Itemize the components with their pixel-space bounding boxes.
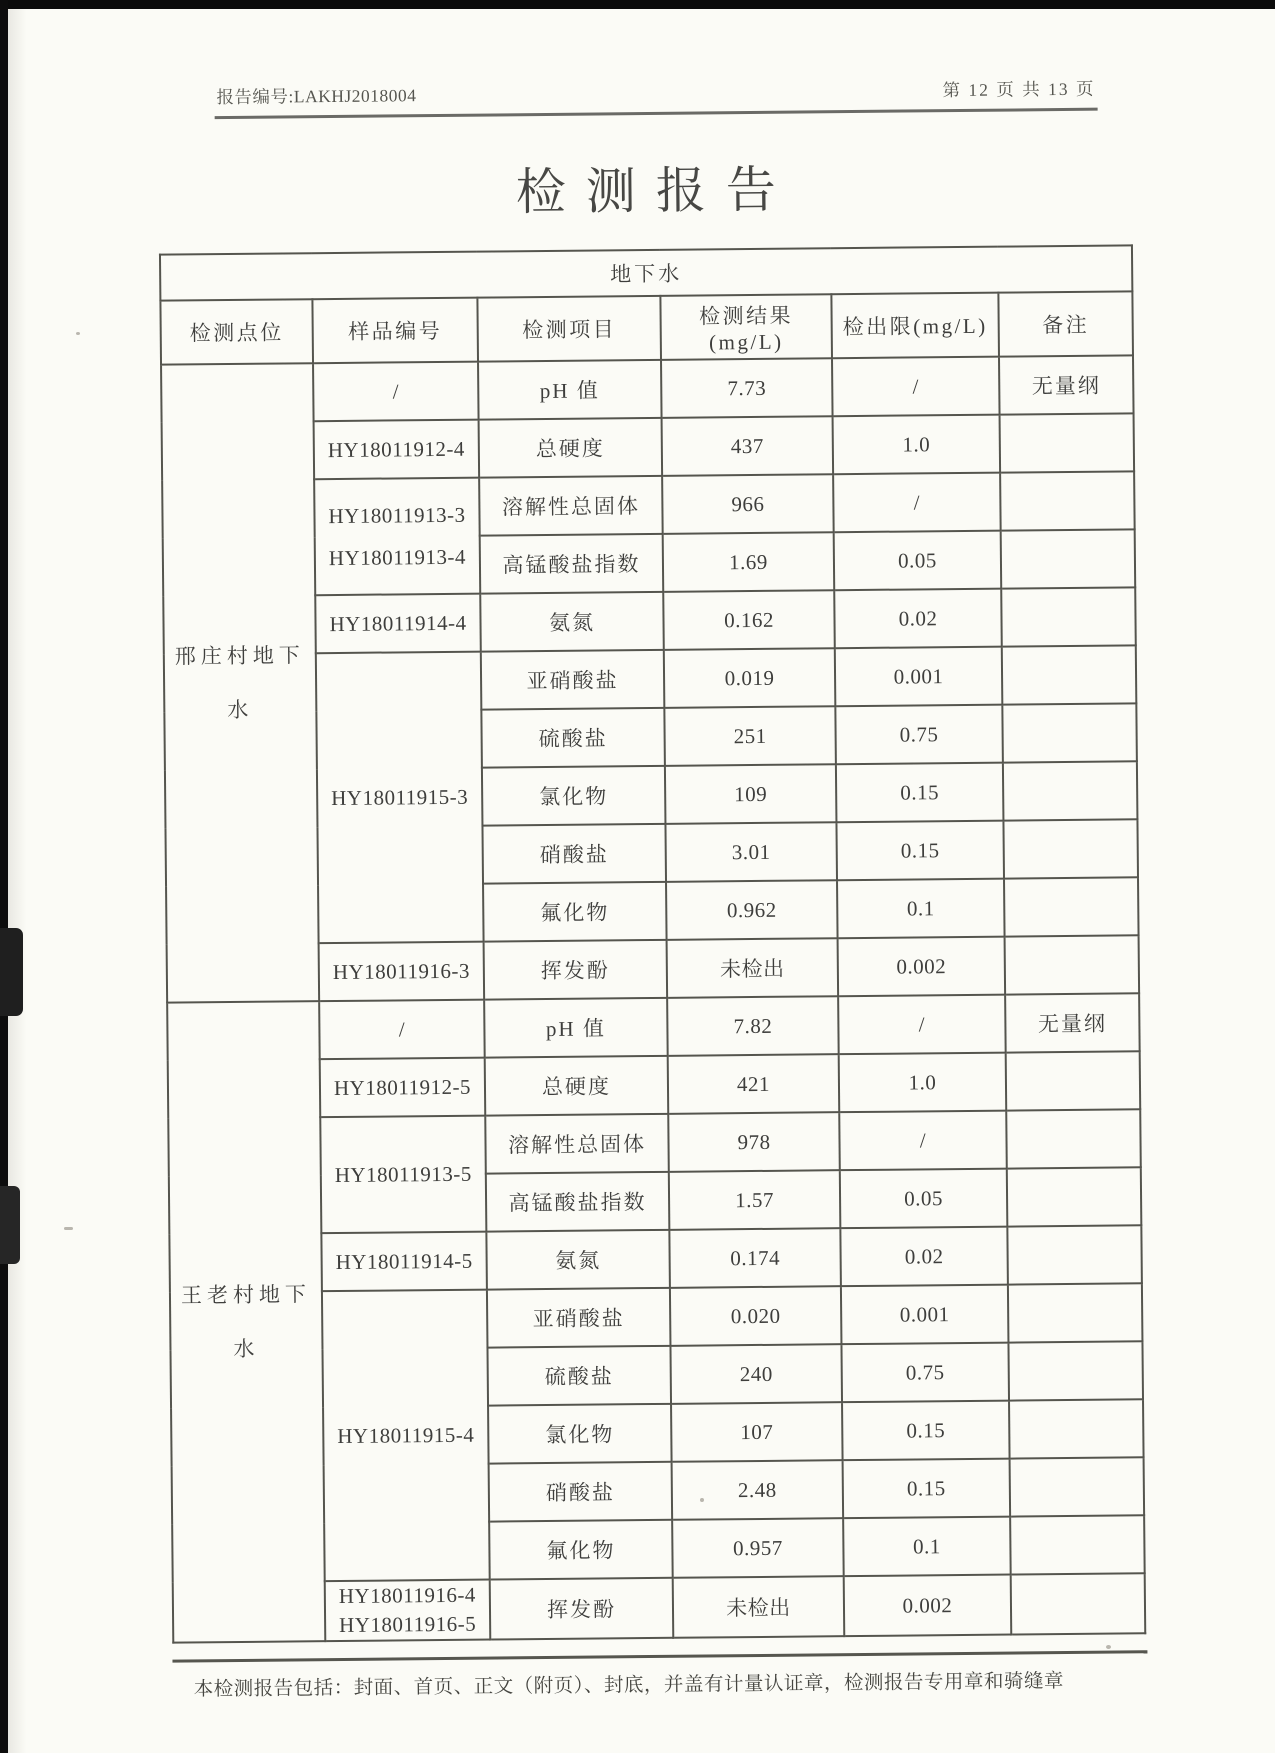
result-cell: 107: [671, 1402, 843, 1462]
detection-limit-cell: 0.001: [835, 647, 1003, 707]
test-item-cell: 挥发酚: [484, 940, 668, 1000]
detection-limit-cell: 0.15: [836, 763, 1004, 823]
test-item-cell: 氟化物: [489, 1520, 673, 1580]
table-group-header: 地下水: [160, 245, 1132, 300]
test-item-cell: 溶解性总固体: [485, 1114, 669, 1174]
result-cell: 0.019: [664, 648, 836, 708]
detection-limit-cell: 0.15: [843, 1459, 1011, 1519]
scan-artifact-blob: [0, 928, 23, 1016]
footer-note: 本检测报告包括：封面、首页、正文（附页）、封底，并盖有计量认证章，检测报告专用章和骑缝章: [193, 1671, 1065, 1701]
result-cell: 966: [662, 474, 834, 534]
detection-limit-cell: /: [838, 995, 1006, 1055]
sample-id-cell: HY18011913-5: [320, 1116, 486, 1234]
test-item-cell: 总硬度: [485, 1056, 669, 1116]
detection-limit-cell: 0.002: [838, 937, 1006, 997]
footer-divider: [172, 1650, 1147, 1662]
remark-cell: [1000, 413, 1135, 472]
result-cell: 978: [668, 1112, 840, 1172]
detection-limit-cell: 0.15: [842, 1401, 1010, 1461]
scan-edge-top: [0, 0, 1275, 9]
scan-speck: [64, 1227, 73, 1230]
remark-cell: [1007, 1225, 1142, 1284]
table-row: [167, 993, 1140, 1060]
result-cell: 7.82: [667, 996, 839, 1056]
column-header-remark: 备注: [998, 291, 1133, 356]
detection-limit-cell: 0.15: [836, 821, 1004, 881]
location-cell: 邢庄村地下水: [161, 363, 319, 1002]
detection-limit-cell: 0.02: [834, 589, 1002, 649]
sample-id-cell: /: [313, 362, 479, 422]
sample-id-cell: HY18011915-3: [316, 652, 484, 944]
result-cell: 0.174: [669, 1228, 841, 1288]
remark-cell: [1001, 587, 1136, 646]
remark-cell: [1002, 645, 1137, 704]
column-header-detection-limit: 检出限(mg/L): [831, 293, 999, 359]
remark-cell: [1008, 1341, 1143, 1400]
test-item-cell: 氟化物: [483, 882, 667, 942]
test-item-cell: 硫酸盐: [481, 708, 665, 768]
test-item-cell: 溶解性总固体: [479, 476, 663, 536]
column-header-sample-id: 样品编号: [312, 298, 478, 364]
test-item-cell: 氨氮: [486, 1230, 670, 1290]
page-indicator: 第 12 页 共 13 页: [942, 78, 1096, 101]
column-header-location: 检测点位: [160, 299, 313, 364]
result-cell: 0.957: [672, 1518, 844, 1578]
detection-limit-cell: 0.75: [841, 1343, 1009, 1403]
detection-limit-cell: 1.0: [839, 1053, 1007, 1113]
test-item-cell: 氯化物: [482, 766, 666, 826]
result-cell: 1.69: [663, 532, 835, 592]
test-item-cell: pH 值: [484, 998, 668, 1058]
scan-speck: [1106, 1645, 1111, 1649]
remark-cell: [1009, 1399, 1144, 1458]
sample-id-cell: HY18011915-4: [322, 1290, 490, 1582]
remark-cell: [1005, 935, 1140, 994]
detection-limit-cell: 0.75: [835, 705, 1003, 765]
test-item-cell: 氨氮: [480, 592, 664, 652]
column-header-test-item: 检测项目: [477, 296, 661, 362]
test-item-cell: 氯化物: [488, 1404, 672, 1464]
result-cell: 240: [670, 1344, 842, 1404]
detection-limit-cell: 0.05: [840, 1169, 1008, 1229]
report-number: 报告编号:LAKHJ2018004: [216, 85, 417, 108]
sample-id-cell: HY18011912-5: [320, 1058, 486, 1118]
test-item-cell: 亚硝酸盐: [481, 650, 665, 710]
detection-limit-cell: 1.0: [833, 415, 1001, 475]
detection-limit-cell: 0.1: [843, 1517, 1011, 1577]
test-item-cell: 亚硝酸盐: [487, 1288, 671, 1348]
remark-cell: [1006, 1109, 1141, 1168]
sample-id-cell: /: [319, 1000, 485, 1060]
scan-artifact-blob: [0, 1186, 20, 1264]
remark-cell: [1004, 877, 1139, 936]
scan-speck: [76, 332, 80, 335]
sample-id-cell: HY18011914-5: [321, 1232, 487, 1292]
test-item-cell: 高锰酸盐指数: [480, 534, 664, 594]
scan-speck: [700, 1498, 704, 1502]
detection-limit-cell: /: [832, 357, 1000, 417]
remark-cell: [1002, 703, 1137, 762]
sample-id-cell: HY18011916-3: [319, 942, 485, 1002]
remark-cell: [1000, 471, 1135, 530]
remark-cell: [1007, 1167, 1142, 1226]
test-item-cell: 硫酸盐: [487, 1346, 671, 1406]
remark-cell: [1003, 819, 1138, 878]
remark-cell: [1008, 1283, 1143, 1342]
remark-cell: [1011, 1573, 1146, 1634]
detection-limit-cell: 0.001: [841, 1285, 1009, 1345]
document-title: 检测报告: [515, 161, 797, 221]
sample-id-cell: HY18011913-3 HY18011913-4: [314, 478, 480, 596]
detection-limit-cell: /: [839, 1111, 1007, 1171]
result-cell: 0.020: [670, 1286, 842, 1346]
test-item-cell: pH 值: [478, 360, 662, 420]
scan-streak-artifact: [8, 0, 30, 1753]
table-header-row: [160, 291, 1133, 364]
result-cell: 7.73: [661, 358, 833, 418]
result-cell: 0.962: [666, 880, 838, 940]
result-cell: 251: [664, 706, 836, 766]
detection-limit-cell: 0.02: [840, 1227, 1008, 1287]
remark-cell: 无量纲: [999, 355, 1134, 414]
column-header-result: 检测结果(mg/L): [660, 294, 832, 360]
result-cell: 1.57: [669, 1170, 841, 1230]
remark-cell: 无量纲: [1005, 993, 1140, 1052]
test-item-cell: 总硬度: [479, 418, 663, 478]
result-cell: 0.162: [663, 590, 835, 650]
remark-cell: [1003, 761, 1138, 820]
sample-id-cell: HY18011914-4: [315, 594, 481, 654]
test-item-cell: 挥发酚: [490, 1578, 674, 1640]
page-header: [214, 0, 1098, 119]
test-item-cell: 硝酸盐: [489, 1462, 673, 1522]
detection-limit-cell: /: [833, 473, 1001, 533]
result-cell: 3.01: [665, 822, 837, 882]
results-table: [159, 244, 1146, 1643]
table-row: [161, 355, 1134, 422]
detection-limit-cell: 0.1: [837, 879, 1005, 939]
result-cell: 437: [662, 416, 834, 476]
test-item-cell: 高锰酸盐指数: [486, 1172, 670, 1232]
result-cell: 421: [668, 1054, 840, 1114]
remark-cell: [1010, 1515, 1145, 1574]
remark-cell: [1010, 1457, 1145, 1516]
result-cell: 未检出: [673, 1576, 845, 1638]
result-cell: 未检出: [667, 938, 839, 998]
sample-id-cell: HY18011912-4: [314, 420, 480, 480]
result-cell: 2.48: [672, 1460, 844, 1520]
detection-limit-cell: 0.05: [834, 531, 1002, 591]
location-cell: 王老村地下水: [167, 1001, 325, 1642]
sample-id-cell: HY18011916-4 HY18011916-5: [325, 1580, 491, 1642]
remark-cell: [1001, 529, 1136, 588]
result-cell: 109: [665, 764, 837, 824]
detection-limit-cell: 0.002: [844, 1575, 1012, 1637]
scan-edge-left: [0, 0, 8, 1753]
test-item-cell: 硝酸盐: [482, 824, 666, 884]
remark-cell: [1006, 1051, 1141, 1110]
